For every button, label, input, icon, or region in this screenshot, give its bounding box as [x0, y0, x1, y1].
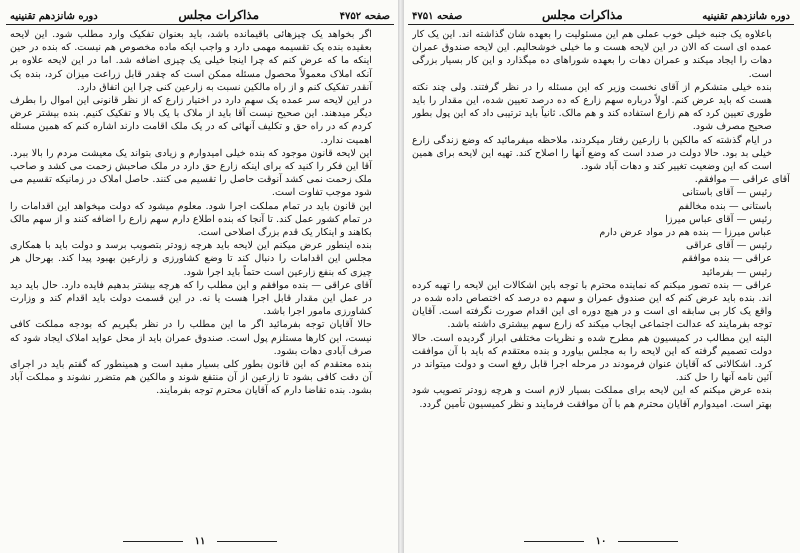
footer-rule — [618, 541, 678, 542]
right-page — [408, 0, 794, 553]
footer-rule — [217, 541, 277, 542]
folio-number: ۱۱ — [194, 536, 206, 547]
speaker-line: رئیس — آقای عراقی — [686, 240, 772, 252]
paragraph: عراقی — بنده تصور میکنم که نماینده محترم با توجه باین اشکالات این لایحه را تهیه کرده اند. بنده باید عرض کنم که این صندوق عمران و سهم ده درصد که اختصاص داده شده در واقع یک کار بی سابقه ای است و در هیچ دوره ای این اقدام صورت نگرفته است. آقایان توجه بفرمایند که عدالت اجتماعی ایجاب میکند که زارع سهم بیشتری داشته باشد. — [412, 279, 772, 331]
page-header — [6, 3, 394, 25]
folio-number: ۱۰ — [595, 536, 607, 547]
paragraph: در ایام گذشته که مالکین با زارعین رفتار میکردند، ملاحظه میفرمائید که وضع زندگی زارع خیلی بد بود. حالا دولت در صدد است که وضع آنها را اصلاح کند. تهیه این لایحه برای همین است که این وضعیت تغییر کند و دهات آباد شود. — [412, 134, 772, 173]
book-gutter — [398, 0, 404, 553]
paragraph: بنده معتقدم که این قانون بطور کلی بسیار مفید است و همینطور که گفتم باید در اجرای آن دقت کافی بشود تا زارعین از آن منتفع شوند و مالکین هم متضرر نشوند و مملکت آباد بشود. بنده تقاضا دارم که آقایان محترم توجه بفرمایند. — [10, 359, 372, 397]
speaker-line: رئیس — بفرمائید — [701, 266, 772, 278]
paragraph: باعلاوه یک جنبه خیلی خوب عملی هم این مسئولیت را بعهده شان گذاشته اند. این یک کار عمده ای است که الان در این لایحه هست و ما خیلی خوشحالیم. این لایحه صندوق عمران دهات را ایجاد میکند و عمران دهات را بعهده شوراهای ده میگذارد و این کار بسیار بزرگی است. — [412, 29, 772, 80]
paragraph: بنده خیلی متشکرم از آقای نخست وزیر که این مسئله را در نظر گرفتند. ولی چند نکته هست که باید عرض کنم. اولاً درباره سهم زارع که ده درصد تعیین شده، این مقدار را باید طوری تعیین کرد که هم زارع استفاده کند و هم مالک. ثانیاً باید ترتیبی داد که این پول بطور صحیح مصرف شود. — [412, 81, 772, 133]
paragraph: بنده اینطور عرض میکنم این لایحه باید هرچه زودتر بتصویب برسد و دولت باید با همکاری مجلس این اقدامات را دنبال کند تا وضع کشاورزی و زارعین بهبود پیدا کند. بهرحال هر چیزی که بنفع زارعین است حتماً باید اجرا شود. — [10, 240, 372, 278]
session-label: دوره شانزدهم تقنینیه — [10, 11, 98, 22]
page-footer — [408, 536, 794, 550]
running-title: مذاکرات مجلس — [542, 8, 623, 22]
footer-rule — [524, 541, 584, 542]
speaker-line: رئیس — آقای عباس میرزا — [665, 213, 772, 225]
speaker-line: آقای عراقی — موافقم. — [694, 174, 790, 186]
page-body — [412, 28, 790, 533]
page-number-label: صفحه ۴۷۵۲ — [339, 11, 390, 22]
paragraph: این قانون باید در تمام مملکت اجرا شود. معلوم میشود که دولت میخواهد این اقدامات را در تمام کشور عمل کند. تا آنجا که بنده اطلاع دارم سهم زارع را اضافه کنند و از سهم مالک بکاهند و اینکار یک قدم بزرگ اصلاحی است. — [10, 200, 372, 239]
speaker-line: رئیس — آقای باستانی — [682, 187, 772, 199]
paragraph: آقای عراقی — بنده موافقم و این مطلب را که هرچه بیشتر بدهیم فایده دارد. حال باید دید در عمل این مقدار قابل اجرا هست یا نه. در این قسمت دولت باید اقدام کند و وزارت کشاورزی مامور اجرا باشد. — [10, 279, 372, 318]
paragraph: اگر بخواهد یک چیزهائی باقیمانده باشد، باید بعنوان تفکیک وارد مطلب شود. این لایحه بعقیده بنده یک تقسیمه مهمی دارد و واجب ایکه ماده مخصوص هم نیست. که بنده در حین اینکه ما که عرض کنم که چرا اینجا خیلی یک چیزی اضافه شد. اما در این لایحه علاوه بر آنکه املاک معمولاً محصول مسئله ممکن است که چقدر قابل زراعت میزان کرد، بنده یک آنقدر تفکیک کنم و از راه مالکین نسبت به زارعین کنی چرا این اتفاق دارد. — [10, 29, 372, 93]
paragraph: در این لایحه سر عمده یک سهم دارد در اختیار زارع که از نظر قانونی این اموال را بطرف دیگر میدهند. این صحیح نیست آقا باید از ملاک با یک بالا و تفکیک کنیم. بنده بیشتر عرض کردم که در راه حق و تکلیف آنهائی که در یک ملک اقامت دارند اشاره کنم که همین مسئله اهمیت ندارد. — [10, 95, 372, 146]
page-header — [408, 3, 794, 25]
paragraph: این لایحه قانون موجود که بنده خیلی امیدوارم و زیادی بتواند یک معیشت مردم را بالا ببرد. آقا این فکر را کنید که برای اینکه زارع حق دارد در ملک صاحبش زحمت می کشد و صاحب ملک زحمت نمی کشد آنوقت حاصل را تقسیم می کنند. حاصل املاک در زمانیکه تقسیم می شود موجب تفاوت است. — [10, 147, 372, 199]
paragraph: حالا آقایان توجه بفرمائید اگر ما این مطلب را در نظر بگیریم که بودجه مملکت کافی نیست، این کارها مستلزم پول است. صندوق عمران باید از محل عواید املاک ایجاد شود که صرف آبادی دهات بشود. — [10, 319, 372, 357]
page-footer — [6, 536, 394, 550]
paragraph: البته این مطالب در کمیسیون هم مطرح شده و نظریات مختلفی ابراز گردیده است. حالا دولت تصمیم گرفته که این لایحه را به مجلس بیاورد و بنده معتقدم که باید با آن موافقت کرد. اشکالاتی که آقایان عنوان فرمودند در مرحله اجرا قابل رفع است و دولت میتواند در آئین نامه آنها را حل کند. — [412, 332, 772, 384]
page-body — [10, 28, 390, 533]
left-page — [6, 0, 394, 553]
speaker-line: عباس میرزا — بنده هم در مواد عرض دارم — [599, 227, 772, 239]
running-title: مذاکرات مجلس — [178, 8, 260, 22]
footer-rule — [123, 541, 183, 542]
speaker-line: عراقی — بنده موافقم — [681, 253, 772, 265]
paragraph: بنده عرض میکنم که این لایحه برای مملکت بسیار لازم است و هرچه زودتر تصویب شود بهتر است. امیدوارم آقایان محترم هم با آن موافقت فرمایند و نظر کمیسیون تأمین گردد. — [412, 385, 772, 410]
session-label: دوره شانزدهم تقنینیه — [702, 11, 790, 22]
speaker-line: باستانی — بنده مخالفم — [678, 200, 772, 212]
page-number-label: صفحه ۴۷۵۱ — [412, 11, 463, 22]
